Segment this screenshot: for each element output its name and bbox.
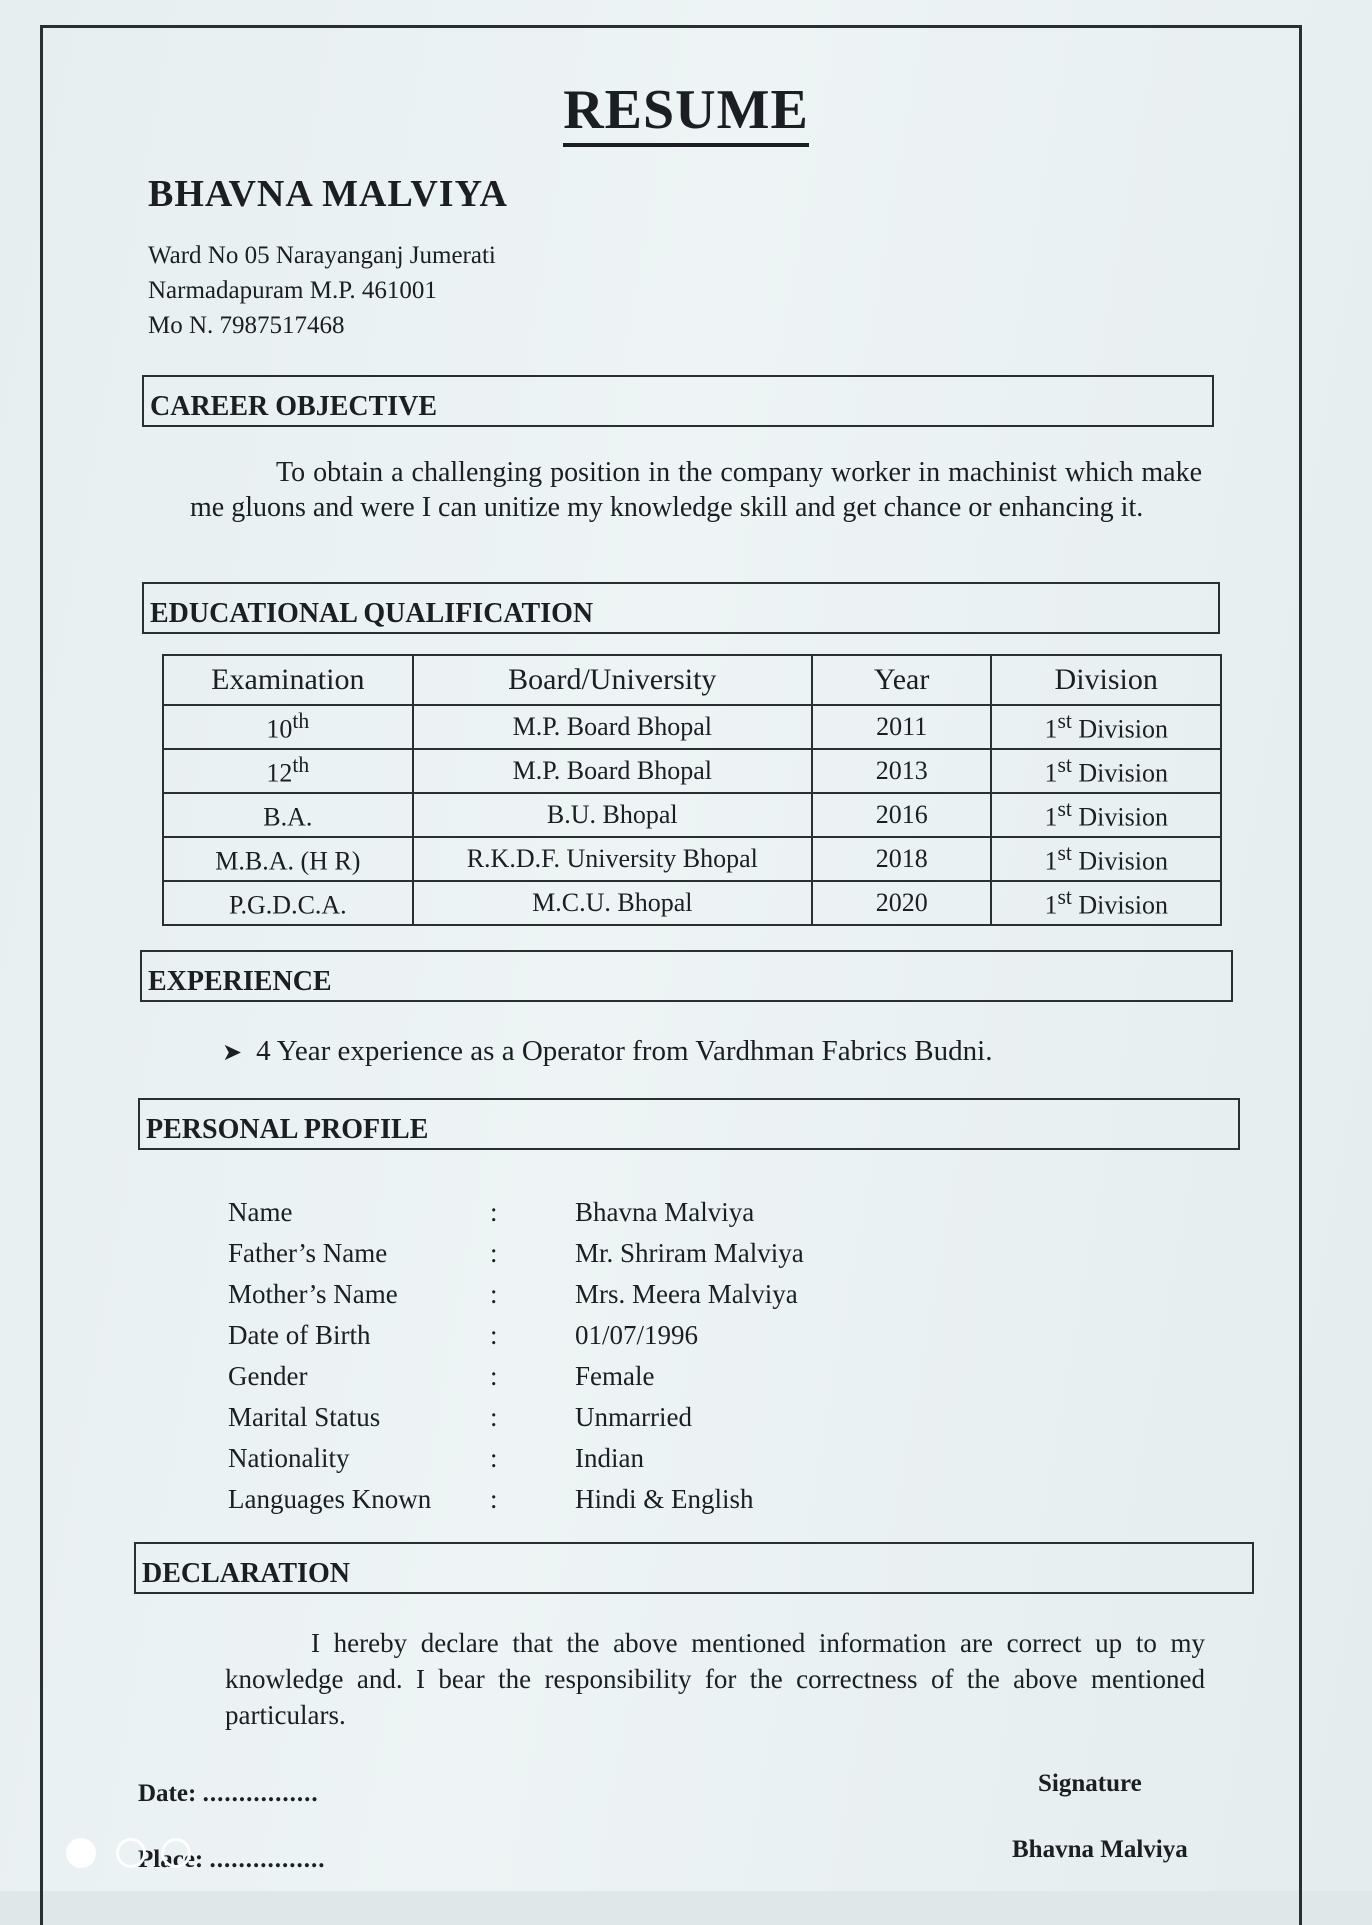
dot-filled-icon [66, 1838, 96, 1868]
declaration-text: I hereby declare that the above mentioned information are correct up to my knowledge and. I bear the responsibility for the correctness of the above mentioned particulars. [225, 1628, 1205, 1730]
year-cell: 2013 [812, 749, 992, 793]
exam-cell: 12th [163, 749, 413, 793]
division-cell: 1st Division [991, 793, 1221, 837]
table-row [163, 837, 1221, 881]
resume-title: RESUME [0, 78, 1372, 142]
table-row [163, 749, 1221, 793]
place-field: Place: ................ [138, 1846, 326, 1873]
signature-name: Bhavna Malviya [1012, 1836, 1188, 1863]
section-career-objective: CAREER OBJECTIVE [142, 375, 1214, 427]
year-cell: 2016 [812, 793, 992, 837]
division-cell: 1st Division [991, 749, 1221, 793]
year-cell: 2020 [812, 881, 992, 925]
candidate-name: BHAVNA MALVIYA [148, 173, 508, 215]
phone-number: Mo N. 7987517468 [148, 312, 345, 339]
signature-label: Signature [1038, 1770, 1142, 1797]
arrow-bullet-icon: ➤ [222, 1040, 243, 1066]
division-cell: 1st Division [991, 881, 1221, 925]
dot-outline-icon [116, 1838, 146, 1868]
table-row [163, 705, 1221, 749]
education-table [162, 654, 1222, 926]
division-cell: 1st Division [991, 837, 1221, 881]
address-line: Ward No 05 Narayanganj Jumerati [148, 242, 496, 269]
section-declaration: DECLARATION [134, 1542, 1254, 1594]
year-cell: 2011 [812, 705, 992, 749]
board-cell: M.P. Board Bhopal [413, 705, 812, 749]
col-header-board: Board/University [413, 655, 812, 705]
experience-item: ➤ 4 Year experience as a Operator from Vardhman Fabrics Budni. [222, 1035, 993, 1067]
career-objective-text: To obtain a challenging position in the company worker in machinist which make me gluons and were I can unitize my knowledge skill and get chance or enhancing it. [190, 457, 1202, 523]
board-cell: M.C.U. Bhopal [413, 881, 812, 925]
board-cell: R.K.D.F. University Bhopal [413, 837, 812, 881]
document-page: RESUME BHAVNA MALVIYA Ward No 05 Narayanganj Jumerati Narmadapuram M.P. 461001 Mo N. 7987517468 CAREER OBJECTIVE To obtain a challenging position in the company worker in machinist which make me gluons and were I can unitize my knowledge skill and get chance or enhancing it. EDUCATIONAL QUALIFICATION Examination Board/University Year Division 10th M.P. Board Bhopal 2011 1st Division 12th M.P. Board Bhopal 2013 1st Division B.A. B.U. Bhopal 2016 1st Division M.B.A. (H R) R.K.D.F. University Bhopal 2018 1st Division P.G.D.C.A. M.C.U. Bhopal 2020 1st Division EXPERIENCE ➤ 4 Year experience as a Operator from Vardhman Fabrics Budni. PERSONAL PROFILE Name : Bhavna Malviya Father’s Name : Mr. Shriram Malviya Mother’s Name : Mrs. Meera Malviya Date of Birth : 01/07/1996 Gender : Female Marital Status : Unmarried Nationality : Indian Languages Known : Hindi & English DECLARATION I hereby declare that the above mentioned information are correct up to my knowledge and. I bear the responsibility for the correctness of the above mentioned particulars. Date: ................ Place: ................ Signature Bhavna Malviya [0, 0, 1372, 1891]
exam-cell: P.G.D.C.A. [163, 881, 413, 925]
section-experience: EXPERIENCE [140, 950, 1233, 1002]
section-educational-qualification: EDUCATIONAL QUALIFICATION [142, 582, 1220, 634]
table-row [163, 793, 1221, 837]
col-header-division: Division [991, 655, 1221, 705]
table-header-row [163, 655, 1221, 705]
year-cell: 2018 [812, 837, 992, 881]
dot-outline-icon [161, 1838, 191, 1868]
section-personal-profile: PERSONAL PROFILE [138, 1098, 1240, 1150]
date-field: Date: ................ [138, 1780, 319, 1807]
board-cell: M.P. Board Bhopal [413, 749, 812, 793]
address-line: Narmadapuram M.P. 461001 [148, 277, 437, 304]
col-header-examination: Examination [163, 655, 413, 705]
table-row [163, 881, 1221, 925]
exam-cell: B.A. [163, 793, 413, 837]
board-cell: B.U. Bhopal [413, 793, 812, 837]
exam-cell: 10th [163, 705, 413, 749]
division-cell: 1st Division [991, 705, 1221, 749]
col-header-year: Year [812, 655, 992, 705]
exam-cell: M.B.A. (H R) [163, 837, 413, 881]
